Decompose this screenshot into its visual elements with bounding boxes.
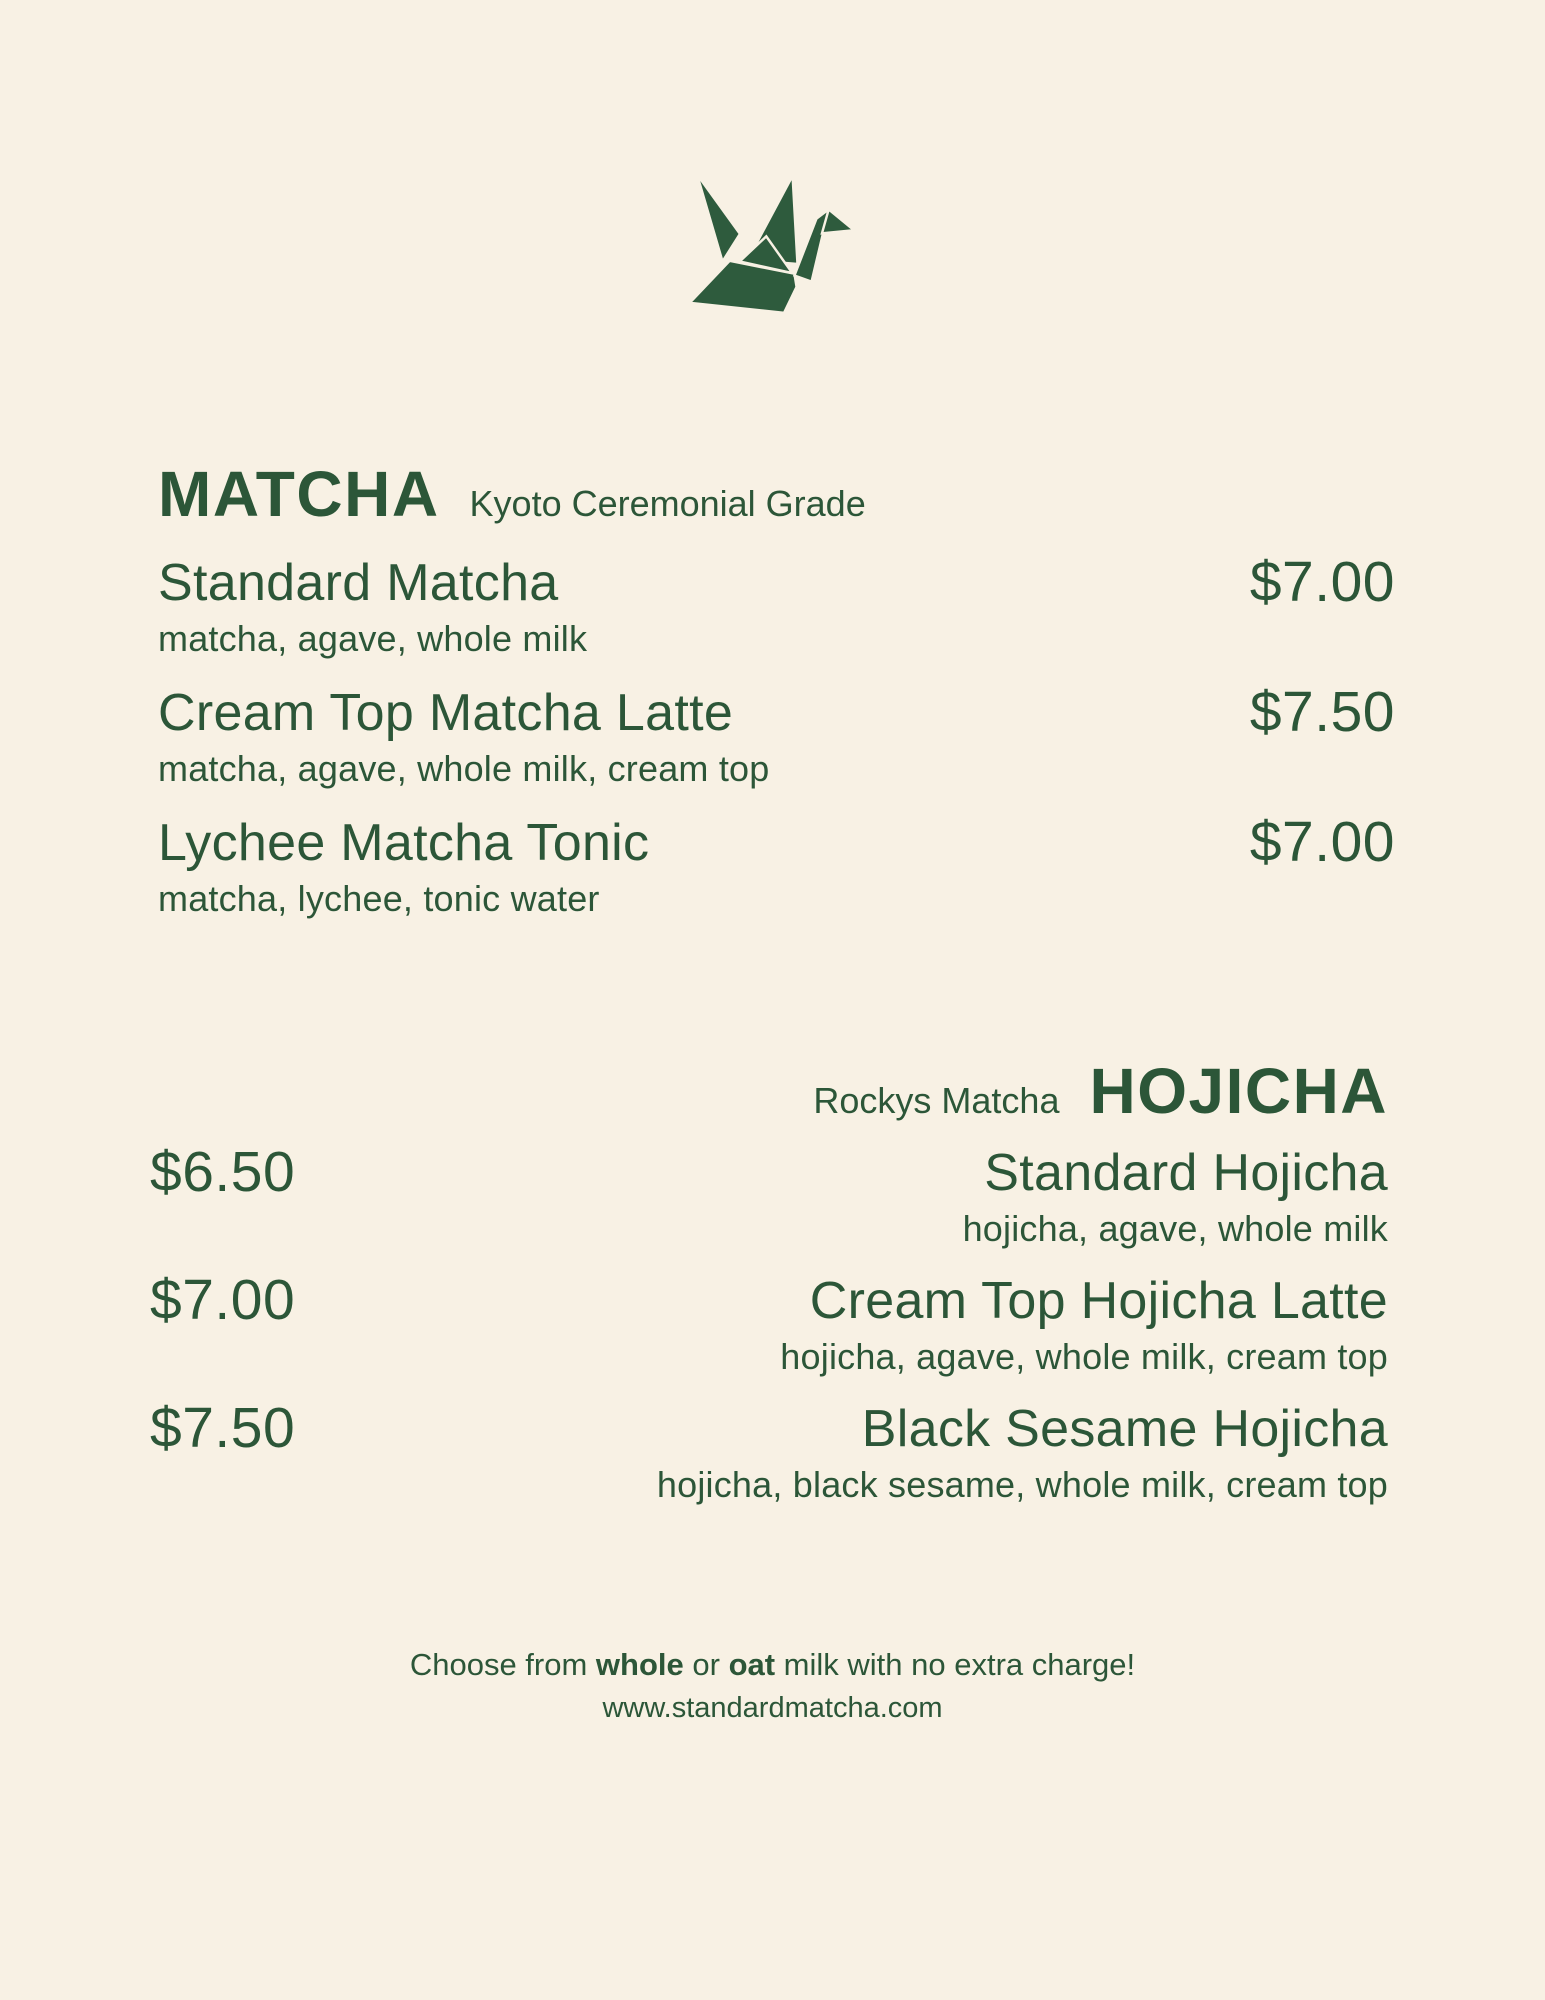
note-bold-whole: whole bbox=[595, 1647, 684, 1682]
item-description: matcha, lychee, tonic water bbox=[158, 878, 600, 919]
item-description: matcha, agave, whole milk bbox=[158, 618, 588, 659]
matcha-section-subtitle: Kyoto Ceremonial Grade bbox=[469, 483, 866, 524]
menu-item-standard-matcha bbox=[158, 550, 1395, 659]
item-name: Black Sesame Hojicha bbox=[861, 1400, 1388, 1458]
note-text: milk with no extra charge! bbox=[775, 1647, 1136, 1682]
item-text bbox=[780, 1272, 1388, 1377]
note-text: or bbox=[683, 1647, 729, 1682]
item-price: $7.50 bbox=[150, 1396, 296, 1460]
note-bold-oat: oat bbox=[728, 1647, 776, 1682]
matcha-heading-row bbox=[158, 458, 1395, 530]
section-hojicha bbox=[150, 1055, 1388, 1531]
hojicha-section-title: HOJICHA bbox=[1089, 1055, 1388, 1127]
item-text bbox=[962, 1144, 1388, 1249]
item-name: Standard Hojicha bbox=[984, 1144, 1388, 1202]
item-description: hojicha, agave, whole milk, cream top bbox=[780, 1336, 1388, 1377]
menu-item-lychee-matcha-tonic bbox=[158, 810, 1395, 919]
item-name: Standard Matcha bbox=[158, 554, 559, 612]
hojicha-heading-row bbox=[150, 1055, 1388, 1127]
item-price: $7.00 bbox=[150, 1268, 296, 1332]
item-text bbox=[158, 814, 650, 919]
item-text bbox=[158, 554, 588, 659]
milk-choice-note bbox=[0, 1649, 1545, 1680]
item-price: $6.50 bbox=[150, 1140, 296, 1204]
item-name: Lychee Matcha Tonic bbox=[158, 814, 650, 872]
origami-crane-icon bbox=[684, 166, 862, 319]
matcha-items bbox=[158, 550, 1395, 919]
item-text bbox=[656, 1400, 1388, 1505]
item-text bbox=[158, 684, 770, 789]
item-name: Cream Top Hojicha Latte bbox=[809, 1272, 1388, 1330]
matcha-section-title: MATCHA bbox=[158, 458, 440, 530]
note-text: Choose from bbox=[409, 1647, 596, 1682]
item-price: $7.50 bbox=[1249, 680, 1395, 744]
section-matcha bbox=[158, 458, 1395, 947]
item-description: hojicha, black sesame, whole milk, cream top bbox=[656, 1464, 1388, 1505]
hojicha-items bbox=[150, 1140, 1388, 1505]
hojicha-section-subtitle: Rockys Matcha bbox=[813, 1080, 1060, 1121]
item-description: matcha, agave, whole milk, cream top bbox=[158, 748, 770, 789]
website-url: www.standardmatcha.com bbox=[602, 1692, 943, 1724]
menu-item-standard-hojicha bbox=[150, 1140, 1388, 1249]
menu-item-black-sesame-hojicha bbox=[150, 1396, 1388, 1505]
item-price: $7.00 bbox=[1249, 550, 1395, 614]
menu-item-cream-top-matcha-latte bbox=[158, 680, 1395, 789]
menu-item-cream-top-hojicha-latte bbox=[150, 1268, 1388, 1377]
item-description: hojicha, agave, whole milk bbox=[962, 1208, 1388, 1249]
item-price: $7.00 bbox=[1249, 810, 1395, 874]
item-name: Cream Top Matcha Latte bbox=[158, 684, 734, 742]
